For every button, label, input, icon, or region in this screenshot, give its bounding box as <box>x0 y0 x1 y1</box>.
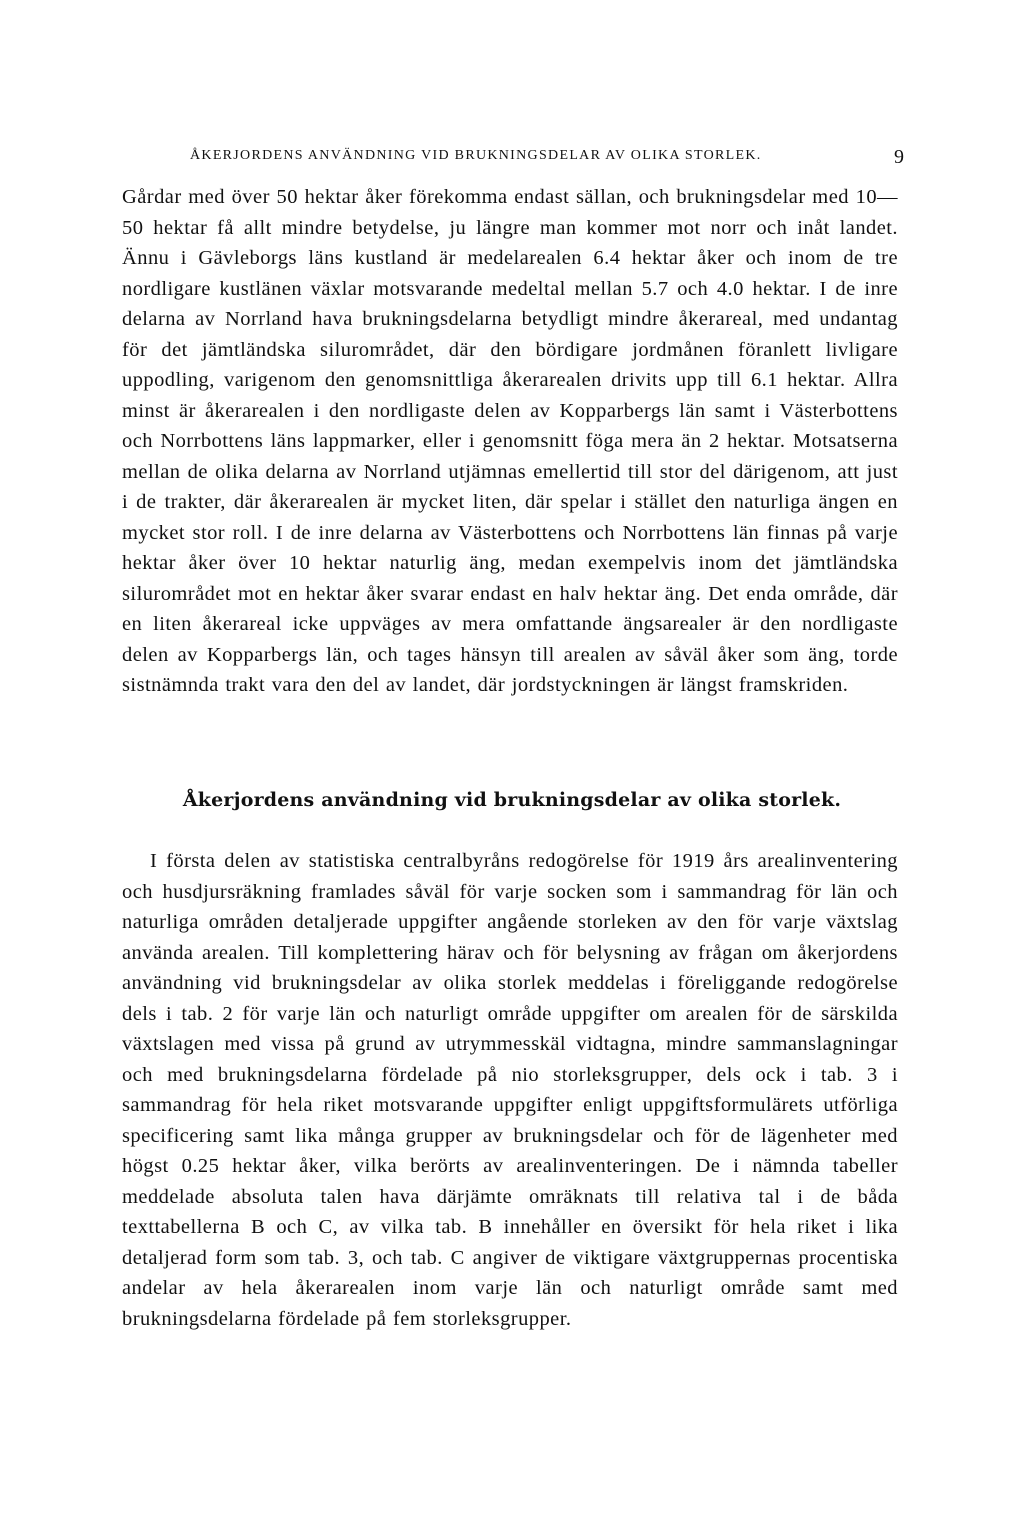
running-head: ÅKERJORDENS ANVÄNDNING VID BRUKNINGSDELAR AV OLIKA STORLEK. <box>190 148 762 163</box>
paragraph-2: I första delen av statistiska centralbyråns redogörelse för 1919 års arealinventering och husdjursräkning framlades såväl för varje socken som i sammandrag för län och naturliga områden detaljerade uppgifter angående storleken av den för varje växtslag använda arealen. Till komplettering härav och för belysning av frågan om åkerjordens användning vid brukningsdelar av olika storlek meddelas i föreliggande redogörelse dels i tab. 2 för varje län och naturligt område uppgifter om arealen för de särskilda växtslagen med vissa på grund av utrymmesskäl vidtagna, mindre sammanslagningar och med brukningsdelarna fördelade på nio storleksgrupper, dels ock i tab. 3 i sammandrag för hela riket motsvarande uppgifter enligt uppgiftsformulärets utförliga specificering samt lika många grupper av brukningsdelar och för de lägenheter med högst 0.25 hektar åker, vilka berörts av arealinventeringen. De i nämnda tabeller meddelade absoluta talen hava därjämte omräknats till relativa tal i de båda texttabellerna B och C, av vilka tab. B innehåller en översikt för hela riket i lika detaljerad form som tab. 3, och tab. C angiver de viktigare växtgruppernas procentiska andelar av hela åkerarealen inom varje län och naturligt område samt med brukningsdelarna fördelade på fem storleksgrupper. <box>122 850 898 1330</box>
section-heading: Åkerjordens användning vid brukningsdelar av olika storlek. <box>182 789 842 811</box>
paragraph-1: Gårdar med över 50 hektar åker förekomma endast sällan, och brukningsdelar med 10—50 hektar få allt mindre betydelse, ju längre man kommer mot norr och inåt landet. Ännu i Gävleborgs läns kustland är medelarealen 6.4 hektar åker och inom de tre nordligare kustlänen växlar motsvarande medeltal mellan 5.7 och 4.0 hektar. I de inre delarna av Norrland hava brukningsdelarna betydligt mindre åkerareal, med undantag för det jämtländska silurområdet, där den bördigare jordmånen föranlett livligare uppodling, varigenom den genomsnittliga åkerarealen drivits upp till 6.1 hektar. Allra minst är åkerarealen i den nordligaste delen av Kopparbergs län samt i Västerbottens och Norrbottens läns lappmarker, eller i genomsnitt föga mera än 2 hektar. Motsatserna mellan de olika delarna av Norrland utjämnas emellertid till stor del därigenom, att just i de trakter, där åkerarealen är mycket liten, där spelar i stället den naturliga ängen en mycket stor roll. I de inre delarna av Västerbottens och Norrbottens län finnas på varje hektar åker över 10 hektar naturlig äng, medan exempelvis inom det jämtländska silurområdet mot en hektar åker svarar endast en halv hektar äng. Det enda område, där en liten åkerareal icke uppväges av mera omfattande ängsarealer är den nordligaste delen av Kopparbergs län, och tages hänsyn till arealen av såväl åker som äng, torde sistnämnda trakt vara den del av landet, där jordstyckningen är längst framskriden. <box>122 186 898 696</box>
page-number: 9 <box>894 146 904 168</box>
page-header <box>190 146 910 170</box>
